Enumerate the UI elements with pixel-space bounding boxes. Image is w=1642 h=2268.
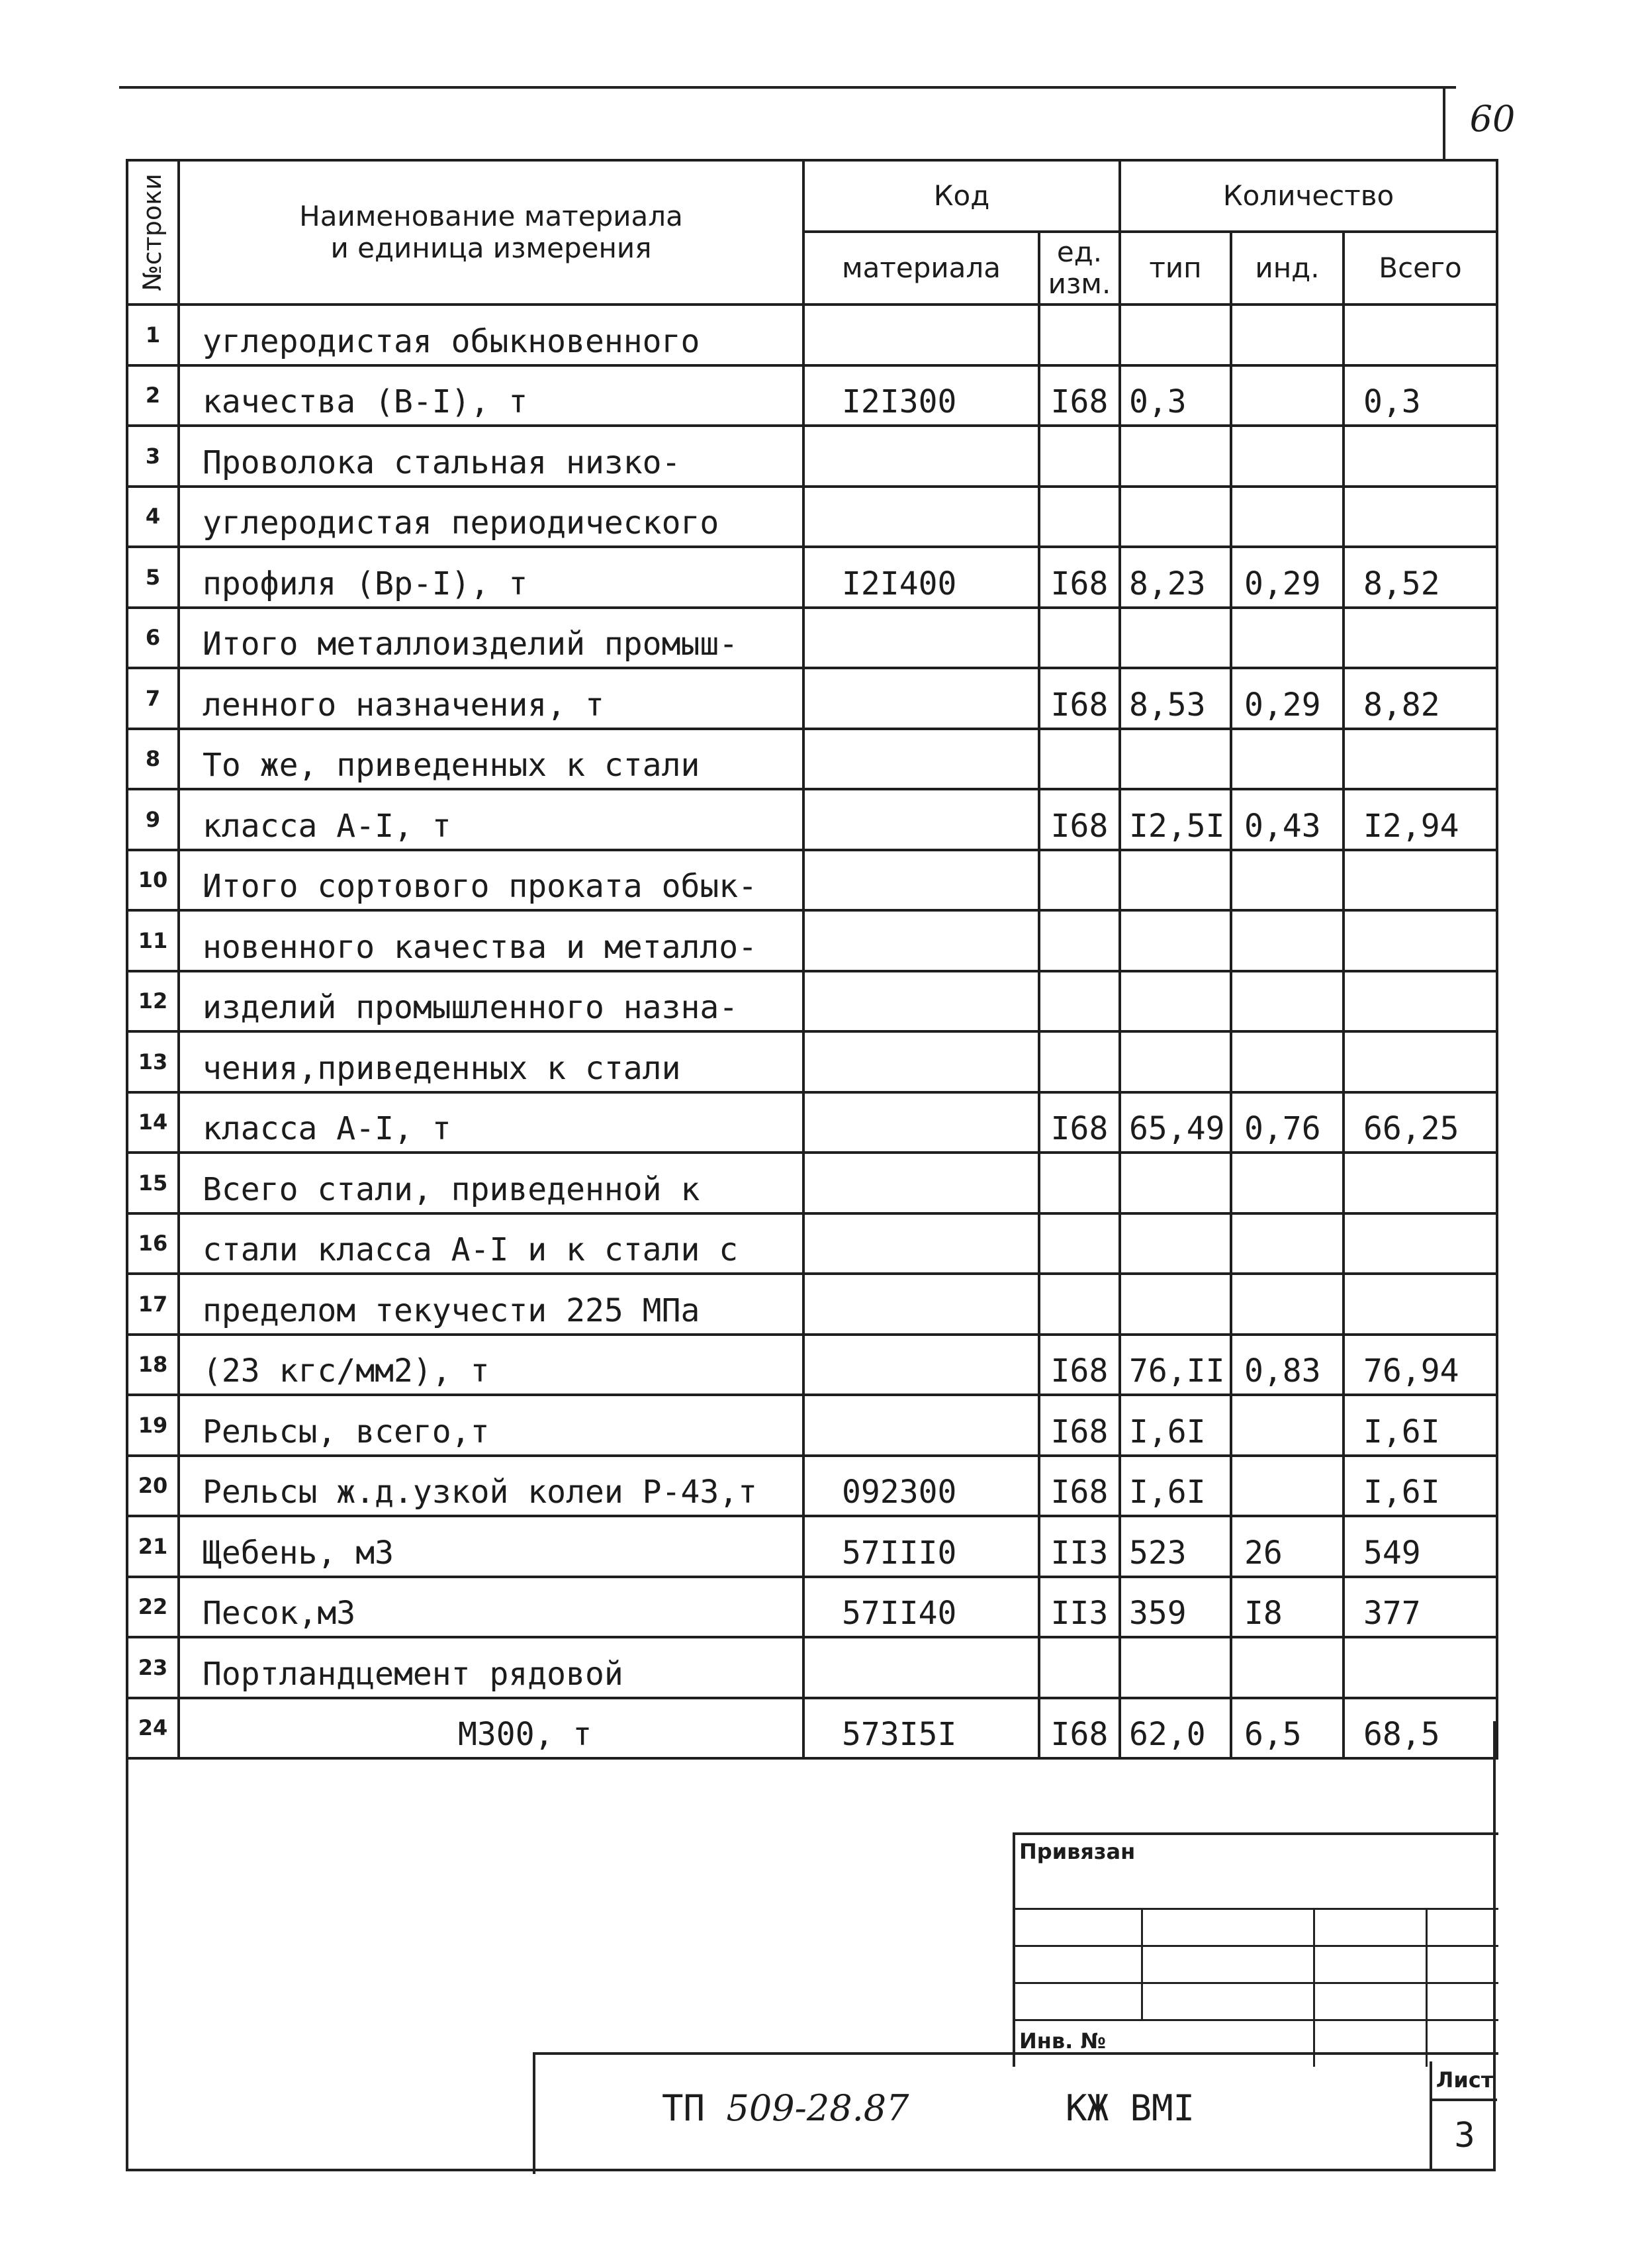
header-name-line2: и единица измерения — [330, 232, 652, 264]
row-number: 15 — [127, 1153, 179, 1213]
unit-code: I68 — [1039, 365, 1120, 426]
qty-tip — [1120, 971, 1231, 1032]
qty-total — [1344, 910, 1497, 971]
row-number: 18 — [127, 1335, 179, 1395]
header-unit — [1039, 232, 1120, 305]
qty-ind — [1231, 1153, 1344, 1213]
table-row — [127, 547, 1497, 608]
material-code — [803, 305, 1039, 365]
table-row — [127, 608, 1497, 669]
material-code — [803, 850, 1039, 911]
qty-total: 8,52 — [1344, 547, 1497, 608]
header-code: Код — [803, 160, 1120, 232]
qty-tip — [1120, 850, 1231, 911]
row-number: 14 — [127, 1092, 179, 1153]
qty-total: I,6I — [1344, 1456, 1497, 1517]
qty-tip: 359 — [1120, 1577, 1231, 1638]
material-name: Рельсы, всего,т — [179, 1395, 803, 1456]
material-code — [803, 1031, 1039, 1092]
table-row — [127, 668, 1497, 729]
unit-code: I68 — [1039, 789, 1120, 850]
qty-tip — [1120, 1031, 1231, 1092]
material-code: 57II40 — [803, 1577, 1039, 1638]
material-code — [803, 789, 1039, 850]
qty-total — [1344, 1031, 1497, 1092]
qty-ind — [1231, 1274, 1344, 1335]
material-name: Портландцемент рядовой — [179, 1637, 803, 1698]
table-row — [127, 1274, 1497, 1335]
qty-tip: I,6I — [1120, 1456, 1231, 1517]
table-row — [127, 305, 1497, 365]
qty-total: 0,3 — [1344, 365, 1497, 426]
material-name: класса А-I, т — [179, 789, 803, 850]
qty-tip: 8,23 — [1120, 547, 1231, 608]
qty-total: 377 — [1344, 1577, 1497, 1638]
unit-code: I68 — [1039, 668, 1120, 729]
table-row — [127, 729, 1497, 790]
material-code — [803, 1213, 1039, 1274]
qty-ind — [1231, 426, 1344, 487]
qty-ind — [1231, 910, 1344, 971]
unit-code — [1039, 1031, 1120, 1092]
table-row — [127, 1577, 1497, 1638]
table-row — [127, 1456, 1497, 1517]
row-number: 10 — [127, 850, 179, 911]
table-row — [127, 1031, 1497, 1092]
qty-total — [1344, 729, 1497, 790]
qty-ind: 6,5 — [1231, 1698, 1344, 1759]
qty-total — [1344, 305, 1497, 365]
material-code: 092300 — [803, 1456, 1039, 1517]
header-quantity: Количество — [1120, 160, 1497, 232]
material-name: ленного назначения, т — [179, 668, 803, 729]
material-code: 57III0 — [803, 1516, 1039, 1577]
unit-code — [1039, 971, 1120, 1032]
stamp-divider — [1141, 1908, 1143, 2019]
table-row — [127, 850, 1497, 911]
unit-code: II3 — [1039, 1516, 1120, 1577]
material-code — [803, 668, 1039, 729]
document-code — [662, 2079, 909, 2138]
material-name: профиля (Вр-I), т — [179, 547, 803, 608]
table-row — [127, 1335, 1497, 1395]
table-row — [127, 1213, 1497, 1274]
row-number: 3 — [127, 426, 179, 487]
row-number: 22 — [127, 1577, 179, 1638]
row-number: 17 — [127, 1274, 179, 1335]
qty-tip: I,6I — [1120, 1395, 1231, 1456]
material-name: Проволока стальная низко- — [179, 426, 803, 487]
material-name: чения,приведенных к стали — [179, 1031, 803, 1092]
qty-tip — [1120, 729, 1231, 790]
header-unit-line2: изм. — [1048, 267, 1111, 300]
unit-code — [1039, 1153, 1120, 1213]
material-name: Всего стали, приведенной к — [179, 1153, 803, 1213]
qty-total — [1344, 426, 1497, 487]
material-name: Песок,м3 — [179, 1577, 803, 1638]
row-number: 5 — [127, 547, 179, 608]
material-code — [803, 1335, 1039, 1395]
material-name: углеродистая периодического — [179, 487, 803, 547]
qty-ind — [1231, 1637, 1344, 1698]
table-row — [127, 971, 1497, 1032]
material-name: Щебень, м3 — [179, 1516, 803, 1577]
qty-tip — [1120, 910, 1231, 971]
qty-ind — [1231, 1395, 1344, 1456]
material-code: I2I300 — [803, 365, 1039, 426]
qty-total: 8,82 — [1344, 668, 1497, 729]
unit-code — [1039, 1213, 1120, 1274]
header-row-number: №строки — [127, 160, 179, 305]
material-name: изделий промышленного назна- — [179, 971, 803, 1032]
materials-table — [126, 159, 1498, 1760]
qty-tip: 523 — [1120, 1516, 1231, 1577]
row-number: 2 — [127, 365, 179, 426]
header-material-name — [179, 160, 803, 305]
material-name: Итого металлоизделий промыш- — [179, 608, 803, 669]
sheet-cell — [1430, 2061, 1497, 2171]
material-name: стали класса А-I и к стали с — [179, 1213, 803, 1274]
table-row — [127, 1153, 1497, 1213]
document-mark: КЖ ВМI — [1066, 2087, 1195, 2129]
table-row — [127, 789, 1497, 850]
material-code — [803, 487, 1039, 547]
qty-ind — [1231, 1213, 1344, 1274]
row-number: 16 — [127, 1213, 179, 1274]
qty-tip: 8,53 — [1120, 668, 1231, 729]
qty-total: I,6I — [1344, 1395, 1497, 1456]
material-name: качества (В-I), т — [179, 365, 803, 426]
table-row — [127, 1637, 1497, 1698]
table-row — [127, 910, 1497, 971]
sheet-number: 3 — [1454, 2116, 1475, 2155]
frame-left — [126, 1721, 128, 2171]
qty-ind: 0,29 — [1231, 547, 1344, 608]
sheet-label: Лист — [1432, 2061, 1497, 2101]
qty-tip — [1120, 1274, 1231, 1335]
qty-ind: 0,83 — [1231, 1335, 1344, 1395]
material-name: углеродистая обыкновенного — [179, 305, 803, 365]
material-code — [803, 1637, 1039, 1698]
doc-number: 509-28.87 — [726, 2087, 909, 2129]
unit-code — [1039, 1274, 1120, 1335]
unit-code — [1039, 608, 1120, 669]
table-row — [127, 1516, 1497, 1577]
material-code — [803, 1092, 1039, 1153]
qty-total — [1344, 608, 1497, 669]
unit-code: I68 — [1039, 1092, 1120, 1153]
header-tip: тип — [1120, 232, 1231, 305]
unit-code — [1039, 487, 1120, 547]
material-code: 573I5I — [803, 1698, 1039, 1759]
row-number: 1 — [127, 305, 179, 365]
qty-ind: I8 — [1231, 1577, 1344, 1638]
qty-ind — [1231, 365, 1344, 426]
qty-total — [1344, 1637, 1497, 1698]
qty-total — [1344, 1153, 1497, 1213]
qty-total — [1344, 1274, 1497, 1335]
unit-code: I68 — [1039, 1456, 1120, 1517]
qty-total — [1344, 971, 1497, 1032]
qty-total — [1344, 487, 1497, 547]
table-row — [127, 365, 1497, 426]
qty-ind — [1231, 608, 1344, 669]
top-rule — [119, 86, 1456, 89]
qty-ind — [1231, 971, 1344, 1032]
qty-tip — [1120, 487, 1231, 547]
qty-tip — [1120, 1153, 1231, 1213]
material-code — [803, 1274, 1039, 1335]
header-unit-line1: ед. — [1056, 235, 1103, 268]
qty-ind — [1231, 305, 1344, 365]
header-name-line1: Наименование материала — [299, 199, 683, 232]
material-name: новенного качества и металло- — [179, 910, 803, 971]
stamp-bound-label: Привязан — [1019, 1839, 1136, 1864]
qty-ind: 26 — [1231, 1516, 1344, 1577]
qty-tip: I2,5I — [1120, 789, 1231, 850]
stamp-inv-label: Инв. № — [1019, 2028, 1106, 2054]
stamp-divider — [1313, 1908, 1315, 2067]
material-code — [803, 910, 1039, 971]
unit-code — [1039, 1637, 1120, 1698]
material-code: I2I400 — [803, 547, 1039, 608]
header-material-code: материала — [803, 232, 1039, 305]
qty-total — [1344, 1213, 1497, 1274]
row-number: 24 — [127, 1698, 179, 1759]
qty-total — [1344, 850, 1497, 911]
row-number: 23 — [127, 1637, 179, 1698]
unit-code — [1039, 850, 1120, 911]
material-code — [803, 1153, 1039, 1213]
row-number: 6 — [127, 608, 179, 669]
material-code — [803, 729, 1039, 790]
qty-total: I2,94 — [1344, 789, 1497, 850]
unit-code — [1039, 729, 1120, 790]
material-code — [803, 971, 1039, 1032]
qty-tip — [1120, 305, 1231, 365]
unit-code: I68 — [1039, 1698, 1120, 1759]
qty-ind: 0,76 — [1231, 1092, 1344, 1153]
qty-ind: 0,43 — [1231, 789, 1344, 850]
page-number-divider — [1443, 86, 1445, 159]
qty-total: 76,94 — [1344, 1335, 1497, 1395]
row-number: 7 — [127, 668, 179, 729]
unit-code: I68 — [1039, 547, 1120, 608]
material-name: То же, приведенных к стали — [179, 729, 803, 790]
material-code — [803, 426, 1039, 487]
qty-ind — [1231, 729, 1344, 790]
unit-code: II3 — [1039, 1577, 1120, 1638]
doc-prefix: ТП — [662, 2087, 706, 2129]
qty-tip — [1120, 608, 1231, 669]
unit-code — [1039, 426, 1120, 487]
row-number: 21 — [127, 1516, 179, 1577]
table-row — [127, 426, 1497, 487]
qty-tip — [1120, 1213, 1231, 1274]
row-number: 13 — [127, 1031, 179, 1092]
row-number: 19 — [127, 1395, 179, 1456]
qty-total: 68,5 — [1344, 1698, 1497, 1759]
page-number: 60 — [1469, 98, 1516, 140]
binding-stamp — [1013, 1832, 1498, 2067]
qty-tip: 62,0 — [1120, 1698, 1231, 1759]
qty-ind — [1231, 1031, 1344, 1092]
unit-code: I68 — [1039, 1335, 1120, 1395]
unit-code: I68 — [1039, 1395, 1120, 1456]
qty-tip: 65,49 — [1120, 1092, 1231, 1153]
table-row — [127, 1395, 1497, 1456]
material-name: М300, т — [179, 1698, 803, 1759]
qty-tip — [1120, 1637, 1231, 1698]
header-total: Всего — [1344, 232, 1497, 305]
material-name: (23 кгс/мм2), т — [179, 1335, 803, 1395]
table-row — [127, 1092, 1497, 1153]
unit-code — [1039, 305, 1120, 365]
qty-ind: 0,29 — [1231, 668, 1344, 729]
stamp-divider — [1426, 1908, 1428, 2067]
unit-code — [1039, 910, 1120, 971]
material-name: Рельсы ж.д.узкой колеи Р-43,т — [179, 1456, 803, 1517]
material-name: Итого сортового проката обык- — [179, 850, 803, 911]
material-code — [803, 1395, 1039, 1456]
table-row — [127, 487, 1497, 547]
row-number: 4 — [127, 487, 179, 547]
qty-ind — [1231, 487, 1344, 547]
qty-total: 66,25 — [1344, 1092, 1497, 1153]
row-number: 8 — [127, 729, 179, 790]
row-number: 12 — [127, 971, 179, 1032]
qty-ind — [1231, 1456, 1344, 1517]
row-number: 9 — [127, 789, 179, 850]
qty-ind — [1231, 850, 1344, 911]
qty-total: 549 — [1344, 1516, 1497, 1577]
row-number: 20 — [127, 1456, 179, 1517]
material-code — [803, 608, 1039, 669]
qty-tip: 76,II — [1120, 1335, 1231, 1395]
material-name: пределом текучести 225 МПа — [179, 1274, 803, 1335]
table-row — [127, 1698, 1497, 1759]
qty-tip — [1120, 426, 1231, 487]
row-number: 11 — [127, 910, 179, 971]
material-name: класса А-I, т — [179, 1092, 803, 1153]
header-ind: инд. — [1231, 232, 1344, 305]
qty-tip: 0,3 — [1120, 365, 1231, 426]
